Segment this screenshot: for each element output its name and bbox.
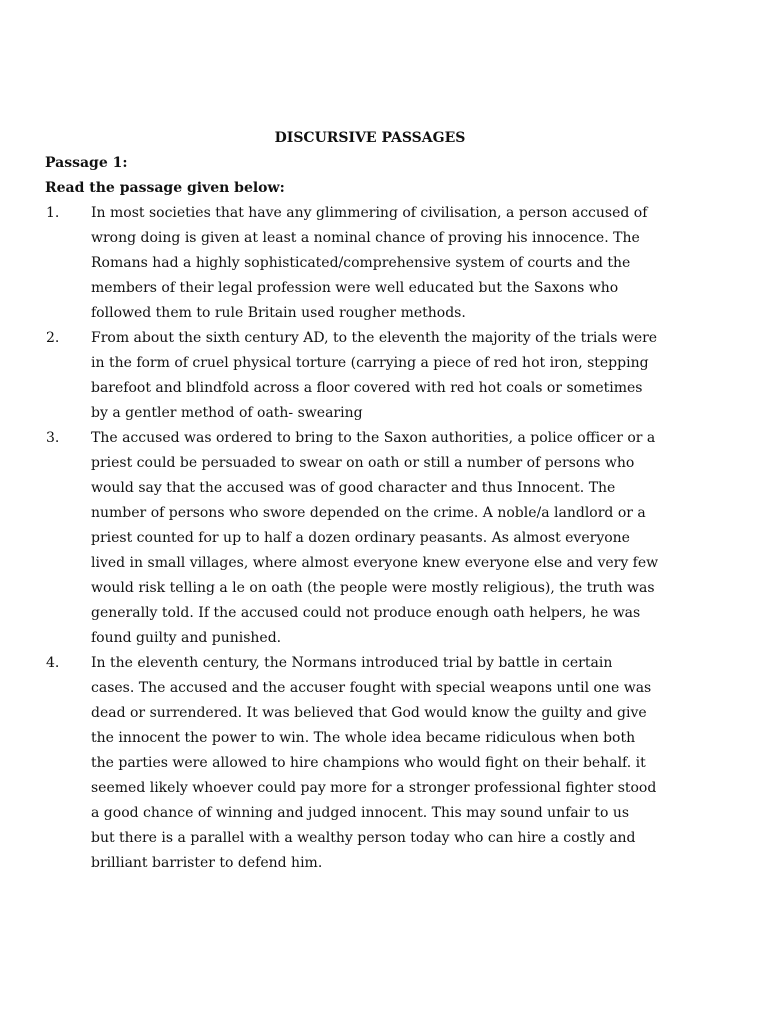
text-line: In the eleventh century, the Normans introduced trial by battle in certain — [91, 655, 613, 671]
text-line: lived in small villages, where almost everyone knew everyone else and very few — [91, 555, 659, 571]
text-line: would risk telling a le on oath (the people were mostly religious), the truth was — [91, 580, 655, 596]
text-line: by a gentler method of oath- swearing — [91, 405, 363, 421]
paragraph-list — [0, 201, 768, 876]
paragraph-text — [91, 426, 683, 651]
paragraph — [0, 651, 768, 876]
instruction-heading: Read the passage given below: — [45, 180, 285, 196]
text-line: generally told. If the accused could not produce enough oath helpers, he was — [91, 605, 641, 621]
text-line: would say that the accused was of good character and thus Innocent. The — [91, 480, 616, 496]
text-line: the innocent the power to win. The whole idea became ridiculous when both — [91, 730, 636, 746]
text-line: cases. The accused and the accuser fought with special weapons until one was — [91, 680, 652, 696]
text-line: brilliant barrister to defend him. — [91, 855, 323, 871]
text-line: dead or surrendered. It was believed that God would know the guilty and give — [91, 705, 647, 721]
paragraph — [0, 426, 768, 651]
text-line: priest could be persuaded to swear on oath or still a number of persons who — [91, 455, 635, 471]
paragraph-number: 3. — [46, 430, 60, 446]
text-line: followed them to rule Britain used rougher methods. — [91, 305, 466, 321]
paragraph-text — [91, 326, 683, 426]
paragraph — [0, 326, 768, 426]
text-line: wrong doing is given at least a nominal chance of proving his innocence. The — [91, 230, 640, 246]
text-line: Romans had a highly sophisticated/comprehensive system of courts and the — [91, 255, 631, 271]
text-line: barefoot and blindfold across a floor covered with red hot coals or sometimes — [91, 380, 643, 396]
text-line: From about the sixth century AD, to the eleventh the majority of the trials were — [91, 330, 658, 346]
paragraph-text — [91, 651, 683, 876]
paragraph — [0, 201, 768, 326]
text-line: but there is a parallel with a wealthy person today who can hire a costly and — [91, 830, 636, 846]
paragraph-number: 1. — [46, 205, 60, 221]
text-line: members of their legal profession were well educated but the Saxons who — [91, 280, 619, 296]
paragraph-text — [91, 201, 683, 326]
text-line: in the form of cruel physical torture (carrying a piece of red hot iron, stepping — [91, 355, 649, 371]
text-line: seemed likely whoever could pay more for a stronger professional fighter stood — [91, 780, 657, 796]
text-line: a good chance of winning and judged innocent. This may sound unfair to us — [91, 805, 630, 821]
paragraph-number: 4. — [46, 655, 60, 671]
text-line: In most societies that have any glimmering of civilisation, a person accused of — [91, 205, 648, 221]
document-title: DISCURSIVE PASSAGES — [274, 130, 466, 146]
text-line: The accused was ordered to bring to the Saxon authorities, a police officer or a — [91, 430, 656, 446]
text-line: the parties were allowed to hire champions who would fight on their behalf. it — [91, 755, 646, 771]
text-line: number of persons who swore depended on the crime. A noble/a landlord or a — [91, 505, 646, 521]
text-line: found guilty and punished. — [91, 630, 282, 646]
paragraph-number: 2. — [46, 330, 60, 346]
text-line: priest counted for up to half a dozen ordinary peasants. As almost everyone — [91, 530, 630, 546]
passage-label: Passage 1: — [45, 155, 128, 171]
